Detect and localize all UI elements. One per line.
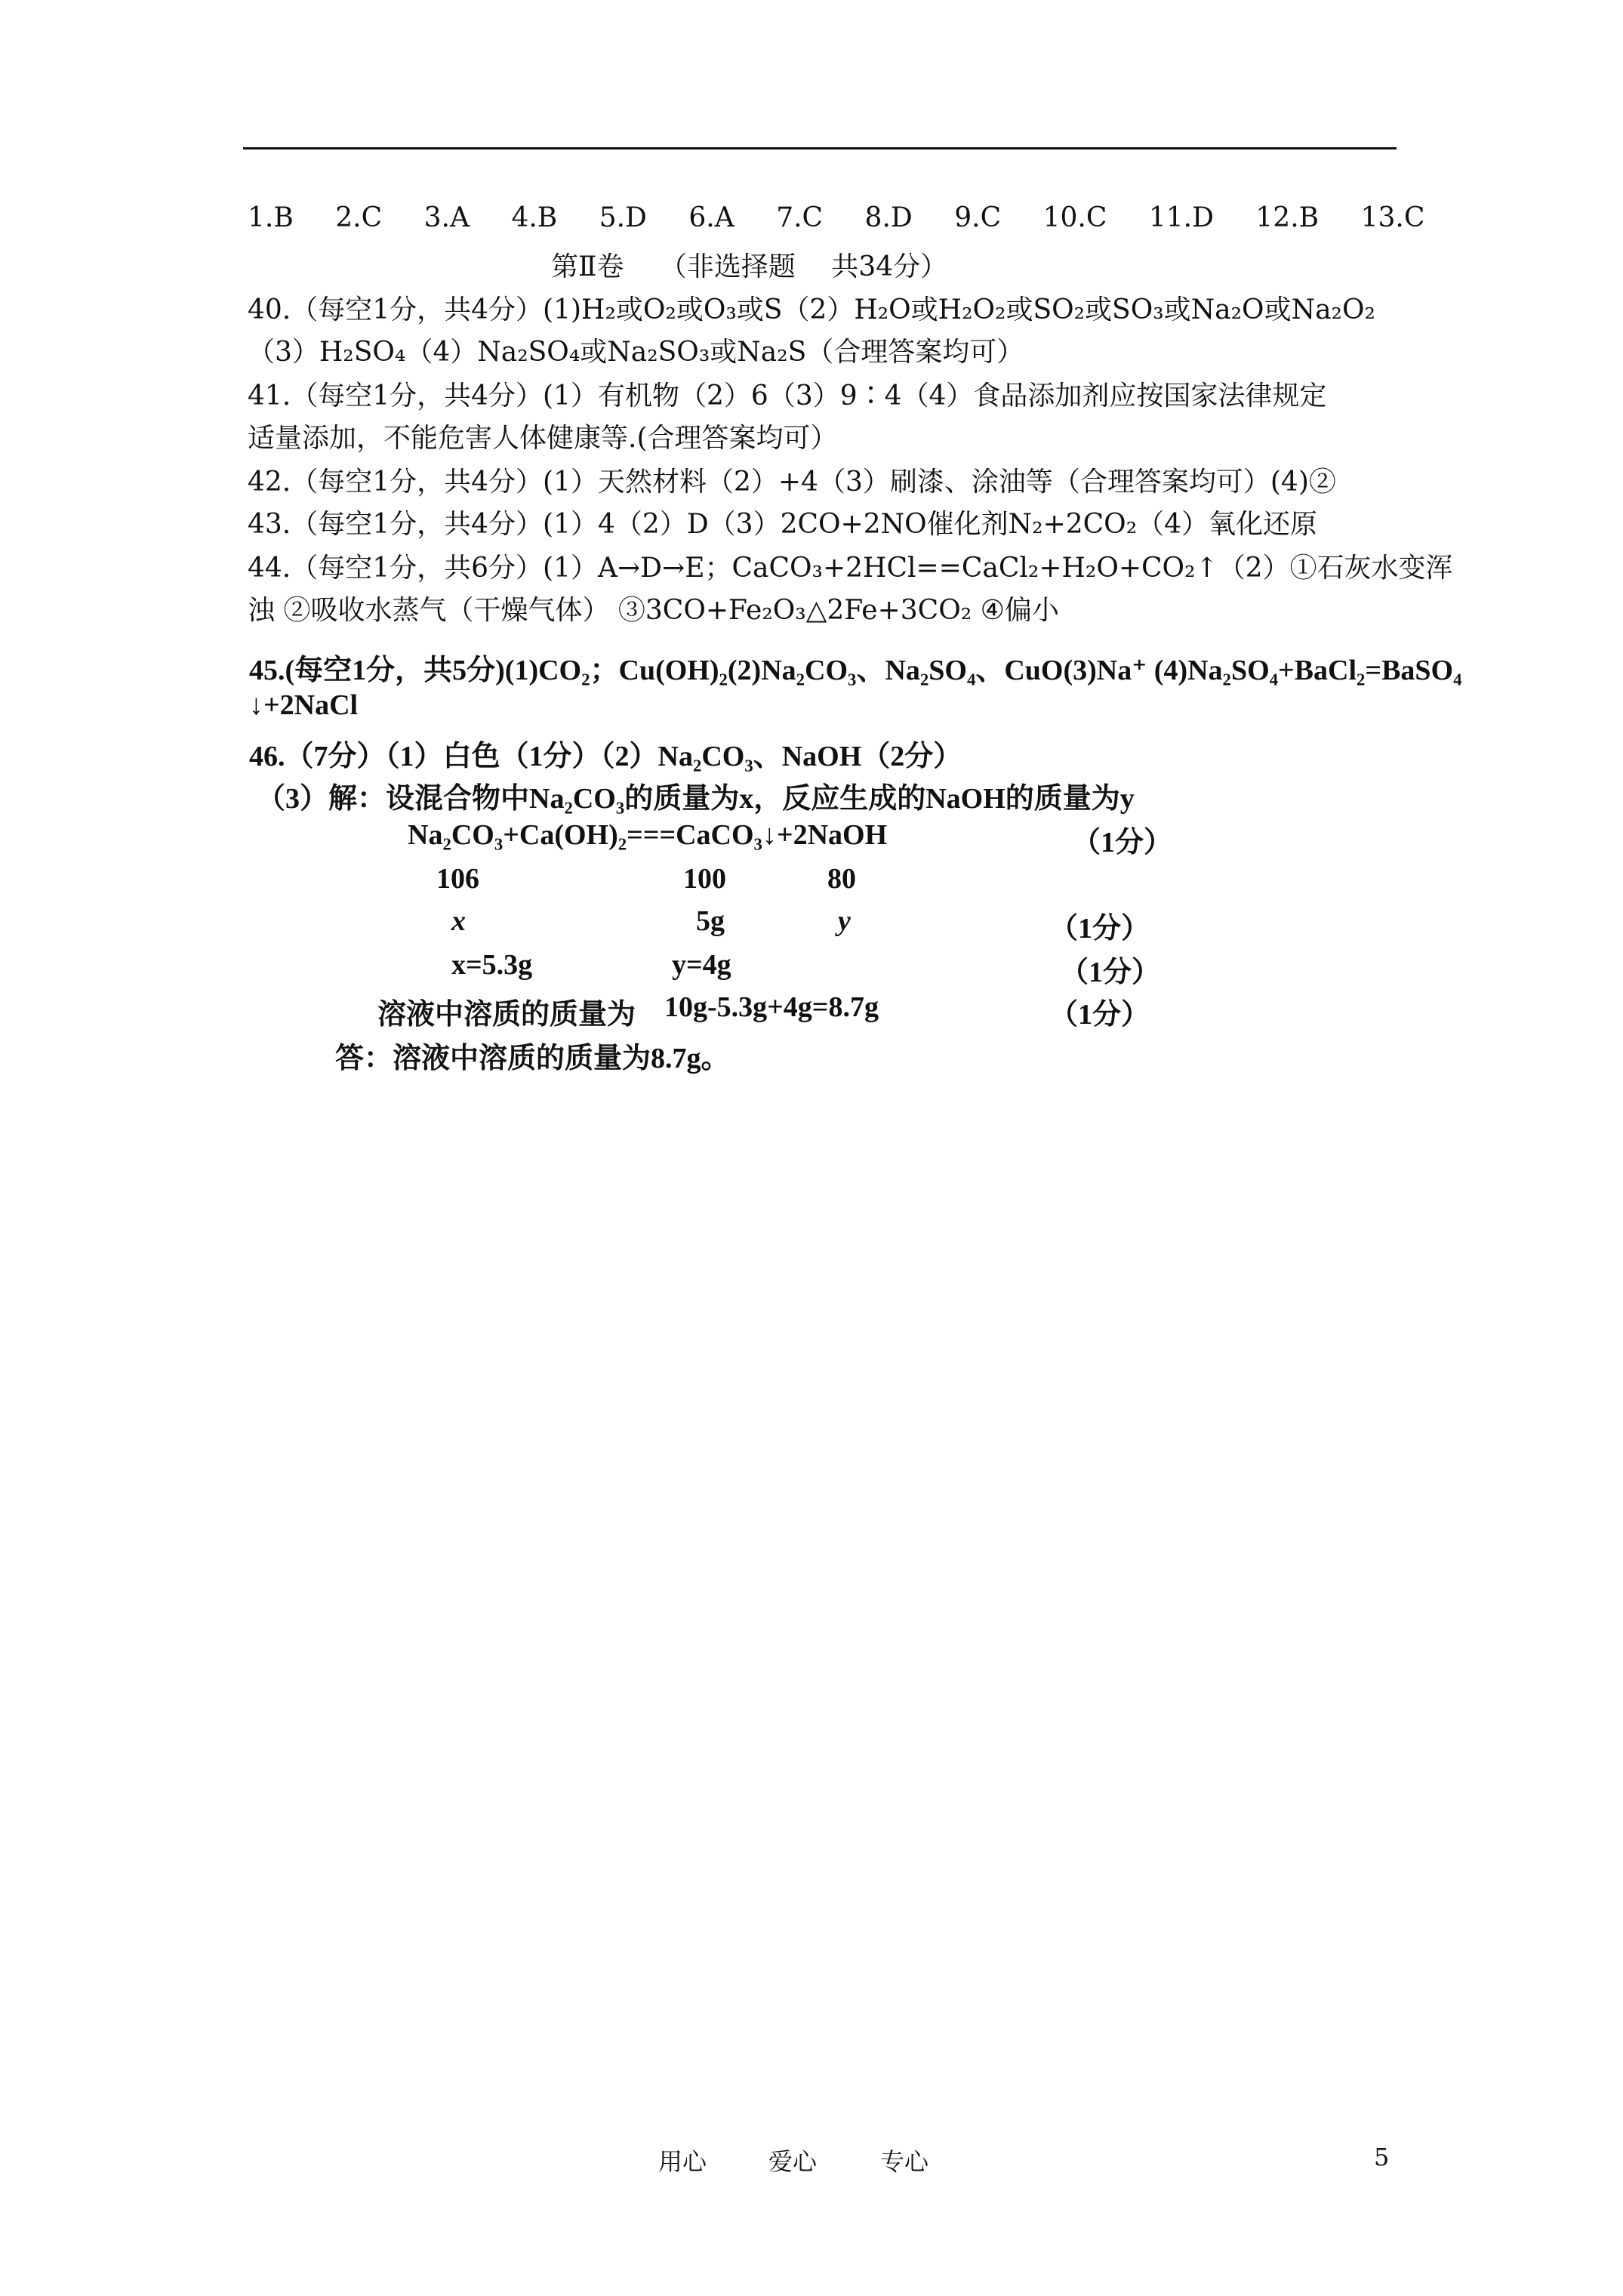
footer-right: 专心	[880, 2147, 929, 2176]
score-note: （1分）	[1049, 999, 1150, 1031]
answer-43: 43.（每空1分，共4分）(1）4（2）D（3）2CO+2NO催化剂N₂+2CO₂（4）氧化还原	[248, 509, 1318, 540]
mc-answer: 9.C	[954, 202, 1002, 233]
value-5g: 5g	[696, 905, 725, 937]
answer-45-line-2: ↓+2NaCl	[249, 689, 359, 721]
mc-answer: 5.D	[599, 202, 647, 233]
answer-46-line-1: 46.（7分）（1）白色（1分）（2）Na₂CO₃、NaOH（2分）	[249, 741, 962, 772]
answer-45-line-1: 45.(每空1分，共5分)(1)CO₂；Cu(OH)₂(2)Na₂CO₃、Na₂SO₄、CuO(3)Na⁺ (4)Na₂SO₄+BaCl₂=BaSO₄	[249, 655, 1462, 686]
solute-mass-label: 溶液中溶质的质量为	[377, 999, 636, 1031]
answer-41-line-2: 适量添加，不能危害人体健康等.(合理答案均可）	[248, 423, 838, 454]
answer-42: 42.（每空1分，共4分）(1）天然材料（2）+4（3）刷漆、涂油等（合理答案均可）(4)②	[248, 467, 1336, 498]
mc-answer: 8.D	[864, 202, 913, 233]
mc-answer: 10.C	[1042, 202, 1107, 233]
score-note: （1分）	[1072, 827, 1173, 858]
footer-left: 用心	[658, 2147, 707, 2176]
chemical-equation: Na₂CO₃+Ca(OH)₂===CaCO₃↓+2NaOH	[408, 819, 888, 851]
answer-40-line-1: 40.（每空1分，共4分）(1)H₂或O₂或O₃或S（2）H₂O或H₂O₂或SO₂或SO₃或Na₂O或Na₂O₂	[248, 294, 1375, 325]
mc-answer: 2.C	[335, 202, 383, 233]
result-y: y=4g	[672, 949, 731, 981]
mc-answer: 4.B	[511, 202, 558, 233]
final-answer: 答：溶液中溶质的质量为8.7g。	[335, 1043, 730, 1074]
mc-answer: 1.B	[248, 202, 294, 233]
mc-answer: 12.B	[1255, 202, 1320, 233]
mc-answer: 11.D	[1148, 202, 1214, 233]
answer-46-line-2: （3）解：设混合物中Na₂CO₃的质量为x，反应生成的NaOH的质量为y	[257, 783, 1135, 815]
section-ii-heading: 第Ⅱ卷 （非选择题 共34分）	[551, 251, 948, 282]
footer-middle: 爱心	[768, 2147, 818, 2176]
mc-answer: 3.A	[423, 202, 470, 233]
multiple-choice-answers	[248, 202, 1458, 233]
answer-41-line-1: 41.（每空1分，共4分）(1）有机物（2）6（3）9∶4（4）食品添加剂应按国家法律规定	[248, 381, 1327, 411]
answer-44-line-2: 浊 ②吸收水蒸气（干燥气体） ③3CO+Fe₂O₃△2Fe+3CO₂ ④偏小	[248, 595, 1059, 626]
molar-mass-naoh: 80	[827, 863, 856, 895]
molar-mass-na2co3: 106	[436, 863, 479, 895]
variable-x: x	[451, 905, 466, 937]
page-number: 5	[1374, 2143, 1390, 2171]
result-x: x=5.3g	[451, 949, 533, 981]
molar-mass-caco3: 100	[683, 863, 726, 895]
score-note: （1分）	[1049, 913, 1150, 945]
solute-mass-calc: 10g-5.3g+4g=8.7g	[664, 991, 879, 1023]
variable-y: y	[838, 905, 851, 937]
header-rule	[243, 147, 1397, 149]
mc-answer: 13.C	[1360, 202, 1425, 233]
answer-44-line-1: 44.（每空1分，共6分）(1）A→D→E；CaCO₃+2HCl==CaCl₂+H₂O+CO₂↑（2）①石灰水变浑	[248, 553, 1453, 584]
mc-answer: 7.C	[776, 202, 824, 233]
answer-40-line-2: （3）H₂SO₄（4）Na₂SO₄或Na₂SO₃或Na₂S（合理答案均可）	[248, 337, 1024, 368]
mc-answer: 6.A	[688, 202, 735, 233]
score-note: （1分）	[1060, 957, 1161, 988]
